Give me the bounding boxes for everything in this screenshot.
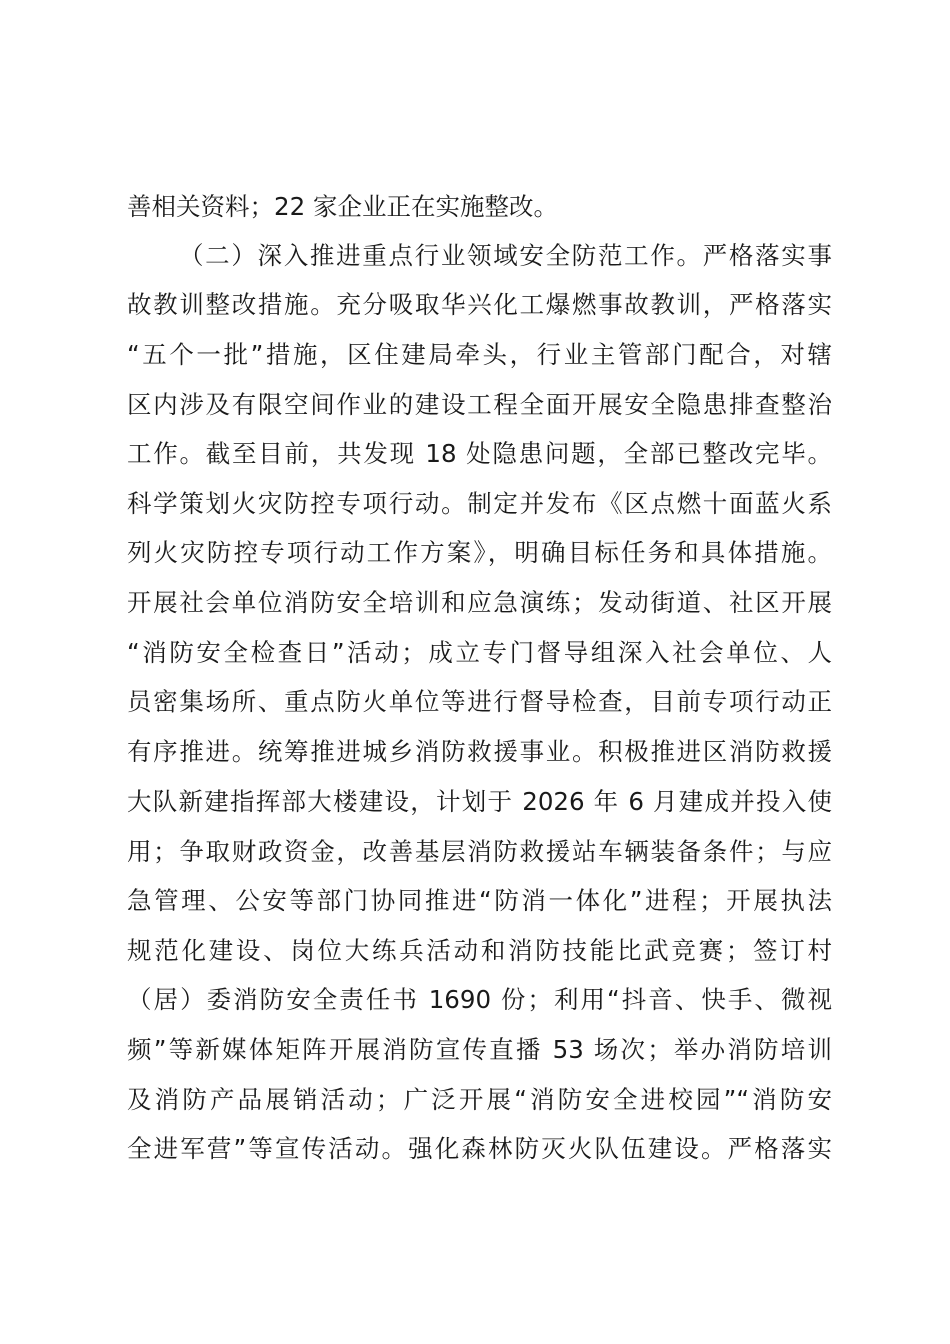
- text-line-7: 科学策划火灾防控专项行动。制定并发布《区点燃十面蓝火系: [127, 489, 832, 518]
- text-line-17: （居）委消防安全责任书 1690 份；利用“抖音、快手、微视: [127, 985, 832, 1014]
- text-line-1: 善相关资料；22 家企业正在实施整改。: [127, 192, 558, 221]
- text-line-8: 列火灾防控专项行动工作方案》，明确目标任务和具体措施。: [127, 538, 832, 567]
- text-line-11: 员密集场所、重点防火单位等进行督导检查，目前专项行动正: [127, 687, 832, 716]
- text-line-3: 故教训整改措施。充分吸取华兴化工爆燃事故教训，严格落实: [127, 290, 832, 319]
- text-line-13: 大队新建指挥部大楼建设，计划于 2026 年 6 月建成并投入使: [127, 787, 832, 816]
- text-line-9: 开展社会单位消防安全培训和应急演练；发动街道、社区开展: [127, 588, 832, 617]
- text-line-2: （二）深入推进重点行业领域安全防范工作。严格落实事: [179, 241, 832, 270]
- text-line-18: 频”等新媒体矩阵开展消防宣传直播 53 场次；举办消防培训: [127, 1035, 832, 1064]
- text-line-4: “五个一批”措施，区住建局牵头，行业主管部门配合，对辖: [127, 340, 832, 369]
- text-line-5: 区内涉及有限空间作业的建设工程全面开展安全隐患排查整治: [127, 390, 832, 419]
- text-line-14: 用；争取财政资金，改善基层消防救援站车辆装备条件；与应: [127, 837, 832, 866]
- text-line-15: 急管理、公安等部门协同推进“防消一体化”进程；开展执法: [127, 886, 832, 915]
- text-line-12: 有序推进。统筹推进城乡消防救援事业。积极推进区消防救援: [127, 737, 832, 766]
- text-line-19: 及消防产品展销活动；广泛开展“消防安全进校园”“消防安: [127, 1085, 832, 1114]
- text-line-20: 全进军营”等宣传活动。强化森林防灭火队伍建设。严格落实: [127, 1134, 832, 1163]
- text-line-10: “消防安全检查日”活动；成立专门督导组深入社会单位、人: [127, 638, 832, 667]
- text-line-6: 工作。截至目前，共发现 18 处隐患问题，全部已整改完毕。: [127, 439, 832, 468]
- text-line-16: 规范化建设、岗位大练兵活动和消防技能比武竞赛；签订村: [127, 936, 832, 965]
